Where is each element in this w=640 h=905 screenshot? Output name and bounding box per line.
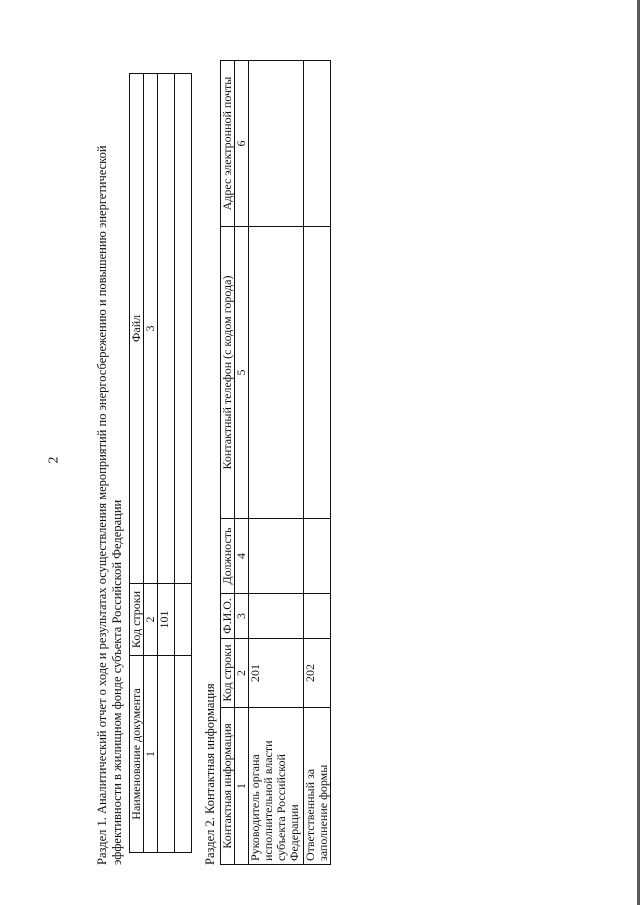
table-header-row: Контактная информация Код строки Ф.И.О. Должность Контактный телефон (с кодом города) Адрес электронной почты: [221, 61, 235, 865]
header-row-code: Код строки: [130, 584, 144, 656]
page-number: 2: [46, 456, 62, 464]
header-doc-name: Наименование документа: [130, 656, 144, 853]
rotated-page-content: [95, 75, 330, 865]
table-numbers-row: 1 2 3 4 5 6: [235, 61, 249, 865]
section2-table: [220, 60, 331, 865]
table-header-row: [130, 74, 144, 853]
table-numbers-row: 1 2 3: [144, 74, 158, 853]
table-row: Ответственный за заполнение формы 202: [304, 61, 331, 865]
table-row: 101: [158, 74, 175, 853]
header-file: Файл: [130, 74, 144, 584]
section1-table: [129, 73, 192, 853]
table-row: Руководитель органа исполнительной власти субъекта Российской Федерации 201: [249, 61, 304, 865]
section1-title: Раздел 1. Аналитический отчет о ходе и результатах осуществления мероприятий по энергосбережению и повышению энергетической эффективности в жилищном фонде субъекта Российской Федерации: [95, 145, 124, 865]
table-row-empty: [175, 74, 192, 853]
section2-title: Раздел 2. Контактная информация: [203, 683, 217, 865]
